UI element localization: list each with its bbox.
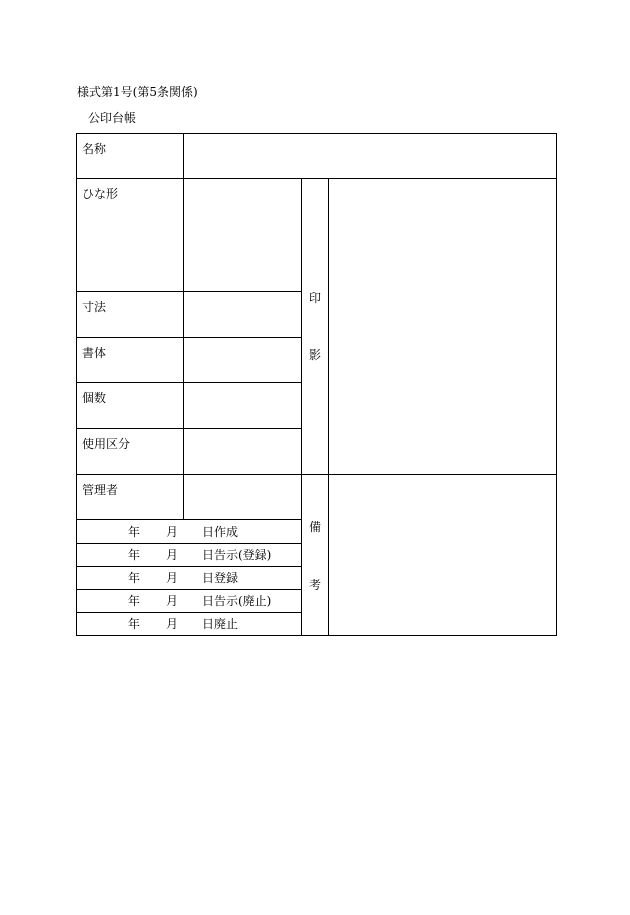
col-divider-label — [183, 133, 184, 179]
row-divider-count — [76, 428, 302, 429]
row-divider-date-2 — [76, 566, 302, 567]
dimensions-label: 寸法 — [82, 300, 107, 314]
ledger-title: 公印台帳 — [88, 111, 137, 125]
date-row-4-event: 日告示(廃止) — [202, 594, 272, 608]
col-divider-value — [301, 178, 302, 636]
row-divider-dimensions — [76, 337, 302, 338]
date-row-2-event: 日告示(登録) — [202, 548, 272, 562]
name-label: 名称 — [82, 142, 107, 156]
remarks-label-char-1: 備 — [308, 520, 321, 534]
impression-label-char-1: 印 — [308, 291, 321, 305]
row-divider-usage — [76, 474, 557, 475]
row-divider-typeface — [76, 382, 302, 383]
official-seal-ledger-table — [76, 133, 557, 636]
table-border-right — [556, 133, 557, 636]
table-border-top — [76, 133, 557, 134]
date-row-1-month: 月 — [166, 525, 179, 539]
impression-label-char-2: 影 — [308, 348, 321, 362]
col-divider-label-lower — [183, 178, 184, 520]
col-divider-side — [328, 178, 329, 636]
date-row-4-month: 月 — [166, 594, 179, 608]
remarks-label-char-2: 考 — [308, 578, 321, 592]
row-divider-name — [76, 178, 557, 179]
date-row-5-month: 月 — [166, 617, 179, 631]
usage-section-label: 使用区分 — [82, 437, 131, 451]
manager-label: 管理者 — [82, 483, 119, 497]
row-divider-date-4 — [76, 612, 302, 613]
row-divider-date-1 — [76, 543, 302, 544]
date-row-5-year: 年 — [128, 617, 141, 631]
design-label: ひな形 — [82, 187, 119, 201]
date-row-3-year: 年 — [128, 571, 141, 585]
table-border-left — [76, 133, 77, 636]
date-row-4-year: 年 — [128, 594, 141, 608]
date-row-1-event: 日作成 — [202, 525, 239, 539]
form-number: 様式第1号(第5条関係) — [77, 85, 198, 99]
count-label: 個数 — [82, 391, 107, 405]
row-divider-design — [76, 291, 302, 292]
date-row-3-event: 日登録 — [202, 571, 239, 585]
date-row-3-month: 月 — [166, 571, 179, 585]
row-divider-date-3 — [76, 589, 302, 590]
date-row-1-year: 年 — [128, 525, 141, 539]
row-divider-manager — [76, 519, 302, 520]
date-row-2-year: 年 — [128, 548, 141, 562]
typeface-label: 書体 — [82, 346, 107, 360]
table-border-bottom — [76, 635, 557, 636]
date-row-2-month: 月 — [166, 548, 179, 562]
date-row-5-event: 日廃止 — [202, 617, 239, 631]
